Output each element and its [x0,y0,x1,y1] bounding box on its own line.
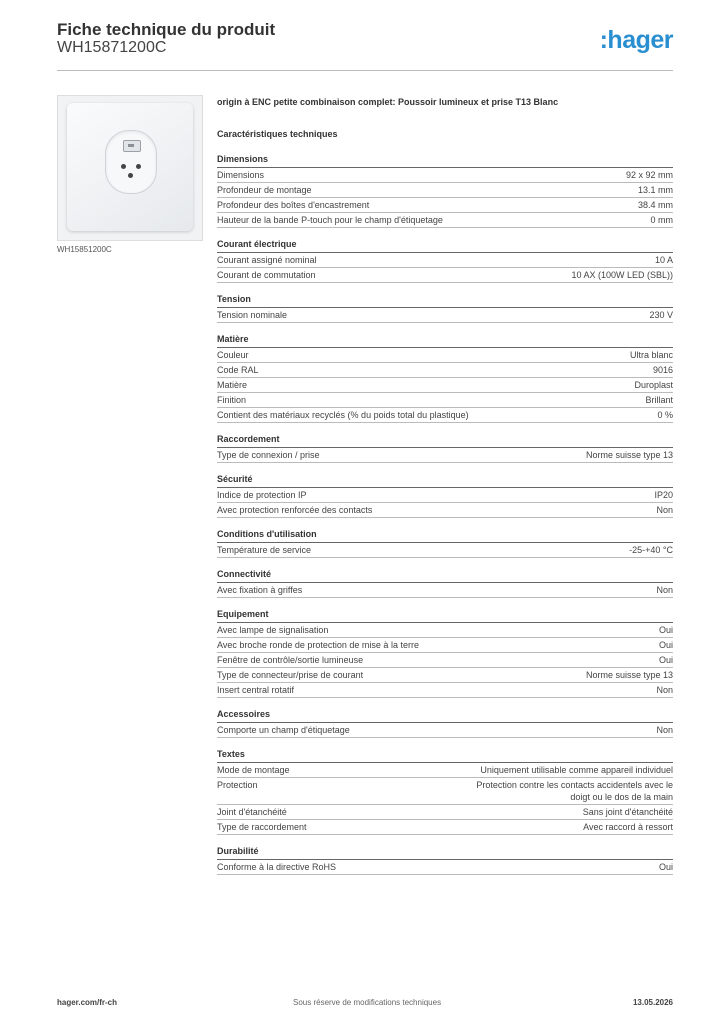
spec-label: Avec fixation à griffes [217,585,303,595]
spec-row [217,543,673,558]
spec-value: 92 x 92 mm [625,170,673,180]
spec-section [217,846,673,875]
footer-date: 13.05.2026 [632,998,673,1007]
spec-label: Protection [217,780,258,790]
spec-row [217,308,673,323]
page-header [57,20,673,71]
section-title: Sécurité [217,474,673,488]
spec-section [217,709,673,738]
spec-label: Matière [217,380,248,390]
spec-label: Profondeur de montage [217,185,312,195]
spec-row [217,723,673,738]
spec-label: Fenêtre de contrôle/sortie lumineuse [217,655,364,665]
spec-label: Dimensions [217,170,265,180]
spec-label: Courant assigné nominal [217,255,317,265]
spec-label: Avec broche ronde de protection de mise à la terre [217,640,419,650]
section-title: Matière [217,334,673,348]
spec-row [217,348,673,363]
spec-section [217,569,673,598]
spec-label: Couleur [217,350,249,360]
section-title: Raccordement [217,434,673,448]
section-title: Conditions d'utilisation [217,529,673,543]
spec-value: Oui [658,655,673,665]
socket-pin-icon [136,164,141,169]
spec-section [217,334,673,423]
spec-label: Température de service [217,545,312,555]
spec-row [217,668,673,683]
spec-row [217,583,673,598]
spec-row [217,860,673,875]
spec-label: Avec lampe de signalisation [217,625,329,635]
footer-website: hager.com/fr-ch [57,998,118,1007]
spec-row [217,778,673,805]
section-title: Durabilité [217,846,673,860]
spec-row [217,213,673,228]
footer-disclaimer: Sous réserve de modifications techniques [293,998,442,1007]
spec-value: Non [656,505,673,515]
spec-row [217,393,673,408]
spec-section [217,609,673,698]
spec-row [217,623,673,638]
product-image [57,95,203,241]
socket-pin-icon [121,164,126,169]
spec-value: Oui [658,862,673,872]
spec-row [217,378,673,393]
spec-value: Uniquement utilisable comme appareil individuel [480,765,673,775]
spec-label: Conforme à la directive RoHS [217,862,337,872]
section-title: Accessoires [217,709,673,723]
spec-label: Profondeur des boîtes d'encastrement [217,200,370,210]
spec-value: Avec raccord à ressort [583,822,673,832]
spec-label: Mode de montage [217,765,290,775]
spec-row [217,183,673,198]
spec-section [217,474,673,518]
section-title: Equipement [217,609,673,623]
spec-row [217,448,673,463]
spec-value: 0 % [657,410,673,420]
spec-label: Comporte un champ d'étiquetage [217,725,350,735]
spec-row [217,198,673,213]
page-title: Fiche technique du produit [57,20,276,39]
spec-row [217,488,673,503]
spec-row [217,168,673,183]
spec-section [217,529,673,558]
spec-section [217,239,673,283]
spec-value: Norme suisse type 13 [585,670,673,680]
spec-row [217,503,673,518]
spec-value: Oui [658,640,673,650]
spec-row [217,638,673,653]
spec-label: Courant de commutation [217,270,316,280]
section-title: Dimensions [217,154,673,168]
spec-label: Code RAL [217,365,259,375]
spec-section [217,434,673,463]
spec-label: Finition [217,395,247,405]
product-headline: origin à ENC petite combinaison complet: Poussoir lumineux et prise T13 Blanc [217,97,559,107]
spec-label: Insert central rotatif [217,685,295,695]
image-caption: WH15851200C [57,245,112,254]
spec-row [217,268,673,283]
spec-row [217,363,673,378]
spec-value: 9016 [652,365,673,375]
section-title: Courant électrique [217,239,673,253]
socket-outlet [105,130,157,194]
spec-value: Protection contre les contacts accidentels avec le doigt ou le dos de la main [476,780,673,802]
spec-value: Ultra blanc [629,350,673,360]
spec-row [217,763,673,778]
lamp-window-icon [123,140,141,152]
spec-row [217,683,673,698]
spec-value: 0 mm [650,215,673,225]
spec-value: 230 V [649,310,673,320]
spec-row [217,820,673,835]
spec-section [217,294,673,323]
spec-value: 10 A [654,255,673,265]
spec-label: Tension nominale [217,310,288,320]
features-heading: Caractéristiques techniques [217,129,338,139]
spec-row [217,253,673,268]
section-title: Tension [217,294,673,308]
spec-label: Hauteur de la bande P-touch pour le champ d'étiquetage [217,215,443,225]
spec-value: Brillant [645,395,673,405]
spec-section [217,749,673,835]
spec-label: Type de connecteur/prise de courant [217,670,364,680]
spec-row [217,408,673,423]
spec-value: -25-+40 °C [629,545,673,555]
hager-logo: :hager [599,26,673,54]
spec-value: Non [656,685,673,695]
spec-value: Non [656,725,673,735]
spec-row [217,653,673,668]
socket-pin-icon [128,173,133,178]
spec-value: Duroplast [634,380,673,390]
spec-value: Non [656,585,673,595]
spec-sections [217,154,673,875]
spec-label: Avec protection renforcée des contacts [217,505,373,515]
spec-label: Indice de protection IP [217,490,307,500]
spec-value: Sans joint d'étanchéité [582,807,673,817]
product-code: WH15871200C [57,39,167,56]
spec-label: Type de connexion / prise [217,450,320,460]
spec-value: 38.4 mm [637,200,673,210]
section-title: Connectivité [217,569,673,583]
spec-label: Joint d'étanchéité [217,807,287,817]
cover-plate [67,103,193,231]
spec-row [217,805,673,820]
spec-label: Type de raccordement [217,822,307,832]
section-title: Textes [217,749,673,763]
spec-value: IP20 [654,490,673,500]
spec-content [217,97,673,875]
spec-value: Oui [658,625,673,635]
spec-value: Norme suisse type 13 [585,450,673,460]
spec-value: 13.1 mm [637,185,673,195]
spec-label: Contient des matériaux recyclés (% du poids total du plastique) [217,410,469,420]
spec-value: 10 AX (100W LED (SBL)) [571,270,673,280]
spec-section [217,154,673,228]
